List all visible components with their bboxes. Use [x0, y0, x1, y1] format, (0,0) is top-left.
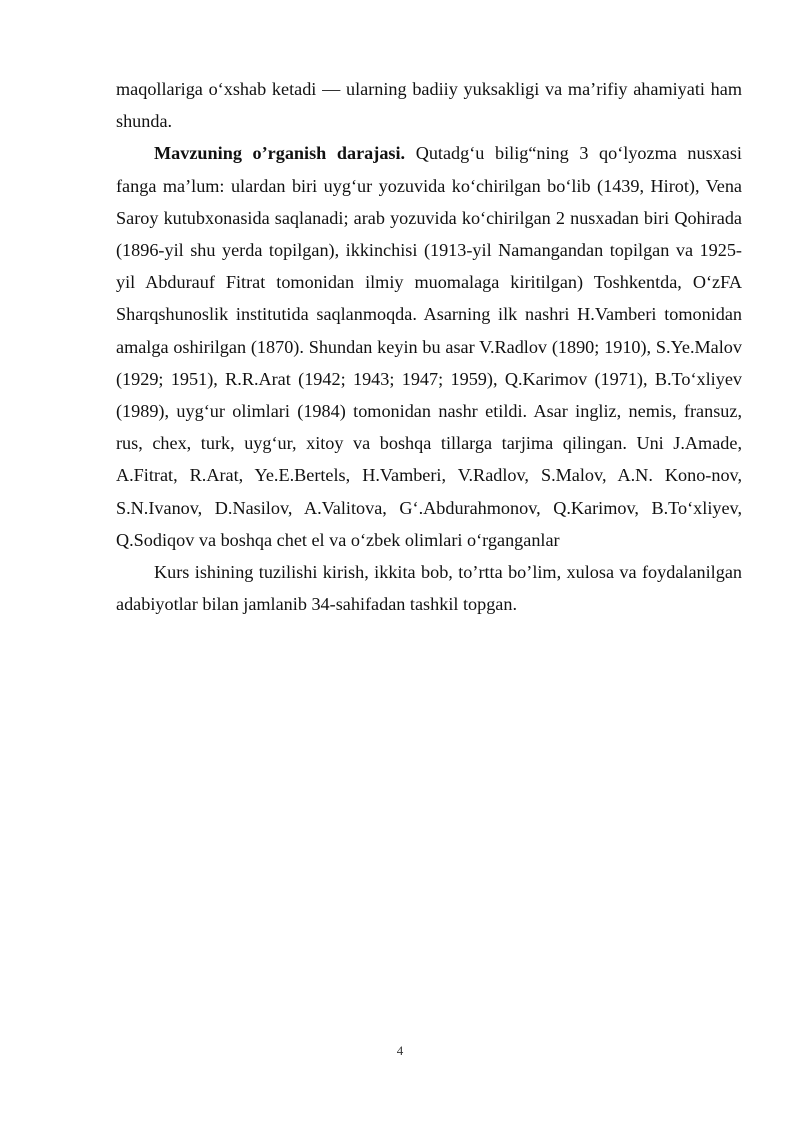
paragraph-continuation: maqollariga o‘xshab ketadi — ularning badiiy yuksakligi va ma’rifiy ahamiyati ham shunda. [116, 79, 742, 132]
paragraph-study-level [116, 137, 742, 556]
paragraph-study-text: Qutadg‘u bilig“ning 3 qo‘lyozma nusxasi fanga ma’lum: ulardan biri uyg‘ur yozuvida ko‘chirilgan bo‘lib (1439, Hirot), Vena Saroy kutubxonasida saqlanadi; arab yozuvida ko‘chirilgan 2 nusxadan biri Qohirada (1896-yil shu yerda topilgan), ikkinchisi (1913-yil Namangandan topilgan va 1925-yil Abdurauf Fitrat tomonidan ilmiy muomalaga kiritilgan) Toshkentda, O‘zFA Sharqshunoslik institutida saqlanmoqda. Asarning ilk nashri H.Vamberi tomonidan amalga oshirilgan (1870). Shundan keyin bu asar V.Radlov (1890; 1910), S.Ye.Malov (1929; 1951), R.R.Arat (1942; 1943; 1947; 1959), Q.Karimov (1971), B.To‘xliyev (1989), uyg‘ur olimlari (1984) tomonidan nashr etildi. Asar ingliz, nemis, fransuz, rus, chex, turk, uyg‘ur, xitoy va boshqa tillarga tarjima qilingan. Uni J.Amade, A.Fitrat, R.Arat, Ye.E.Bertels, H.Vamberi, V.Radlov, S.Malov, A.N. Kono-nov, S.N.Ivanov, D.Nasilov, A.Valitova, G‘.Abdurahmonov, Q.Karimov, B.To‘xliyev, Q.Sodiqov va boshqa chet el va o‘zbek olimlari o‘rganganlar [116, 143, 742, 550]
page-body [116, 73, 742, 620]
page-number: 4 [396, 1043, 404, 1058]
section-heading: Mavzuning o’rganish darajasi. [154, 143, 406, 164]
paragraph-structure: Kurs ishining tuzilishi kirish, ikkita bob, to’rtta bo’lim, xulosa va foydalanilgan adabiyotlar bilan jamlanib 34-sahifadan tashkil topgan. [116, 562, 742, 615]
